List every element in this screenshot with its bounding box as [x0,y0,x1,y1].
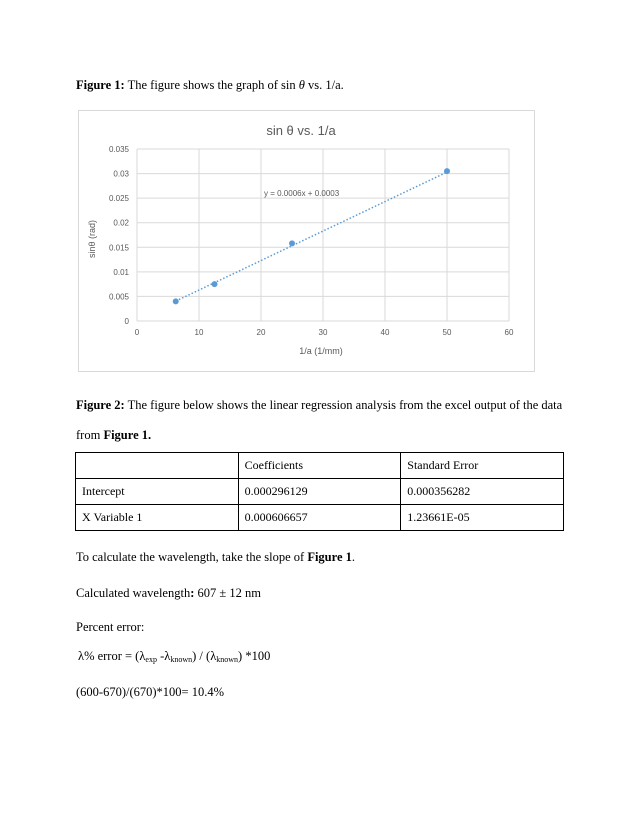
wavelength-note [76,549,355,565]
table-header-cell: Standard Error [401,453,564,479]
formula-text: ) *100 [238,649,271,663]
x-tick-label: 10 [194,328,204,337]
wavelength-note-text: To calculate the wavelength, take the slope of [76,550,308,564]
y-tick-label: 0.005 [108,292,129,302]
y-tick-label: 0.025 [108,194,129,204]
calculated-wavelength-label: Calculated wavelength [76,586,191,600]
x-tick-label: 30 [318,328,328,337]
figure2-caption-line1 [76,397,562,413]
x-tick-label: 20 [256,328,266,337]
figure2-caption-text: The figure below shows the linear regression analysis from the excel output of the data [124,398,563,412]
figure1-caption [76,77,344,93]
calculated-wavelength [76,585,261,601]
calculated-wavelength-value: 607 ± 12 nm [194,586,261,600]
y-tick-label: 0.015 [108,243,129,253]
figure2-caption-from: from [76,428,104,442]
scatter-chart [78,110,535,372]
chart-title: sin θ vs. 1/a [266,123,336,138]
formula-lambda: λ [164,649,171,663]
table-row [76,505,564,531]
table-header-cell: Coefficients [238,453,401,479]
table-header-cell [76,453,239,479]
y-axis-label: sinθ (rad) [87,219,97,259]
wavelength-note-figure-ref: Figure 1 [307,550,352,564]
x-tick-label: 40 [380,328,390,337]
x-tick-label: 60 [504,328,514,337]
formula-text: ) / ( [192,649,211,663]
y-tick-label: 0.03 [113,169,129,179]
figure2-figure-ref: Figure 1. [103,428,152,442]
formula-lambda: λ [210,649,217,663]
wavelength-note-end: . [351,550,356,564]
y-tick-layer [109,145,130,326]
table-cell: 0.000296129 [238,479,401,505]
x-tick-layer [135,328,514,337]
x-tick-label: 0 [134,328,140,337]
y-tick-label: 0.01 [113,267,129,277]
data-point [212,281,218,287]
formula-lambda: λ [78,649,85,663]
regression-table [75,452,564,531]
figure2-caption-line2 [76,427,151,443]
y-tick-label: 0.035 [108,145,129,154]
table-cell: X Variable 1 [76,505,239,531]
table-header-row [76,453,564,479]
table-cell: 0.000606657 [238,505,401,531]
formula-sub-known: known [216,655,239,664]
formula-minus: - [156,649,165,663]
calculated-wavelength-colon: : [190,586,195,600]
figure2-label: Figure 2: [76,398,125,412]
formula-sub-exp: exp [145,655,157,664]
y-tick-label: 0 [124,317,129,326]
formula-lambda: λ [139,649,146,663]
percent-error-formula [78,648,270,668]
data-point [444,168,450,174]
chart-svg [79,111,534,371]
data-point [289,240,295,246]
figure1-caption-text: The figure shows the graph of sin [124,78,299,92]
y-tick-label: 0.02 [113,218,129,228]
percent-error-heading: Percent error: [76,620,145,634]
x-tick-label: 50 [442,328,452,337]
formula-sub-known: known [170,655,193,664]
figure1-caption-end: vs. 1/a. [304,78,344,92]
percent-error-calculation: (600-670)/(670)*100= 10.4% [76,685,224,699]
table-row [76,479,564,505]
trendline-equation: y = 0.0006x + 0.0003 [264,189,340,198]
x-axis-label: 1/a (1/mm) [299,346,343,356]
table-cell: 0.000356282 [401,479,564,505]
grid-layer [137,149,509,321]
figure1-theta: θ [298,78,305,92]
formula-text: % error = ( [84,649,140,663]
figure1-label: Figure 1: [76,78,125,92]
table-cell: Intercept [76,479,239,505]
table-cell: 1.23661E-05 [401,505,564,531]
data-point [173,298,179,304]
